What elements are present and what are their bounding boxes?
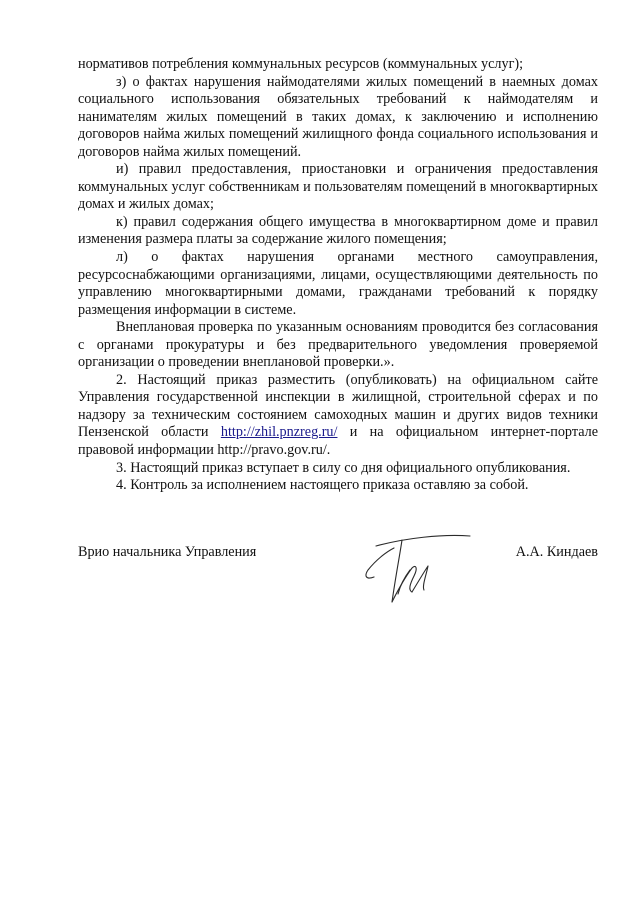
paragraph-item-z: з) о фактах нарушения наймодателями жилых помещений в наемных домах социального использования обязательных требований к наймодателям и нанимателям жилых помещений в таких домах, к заключению и исполнению договоров найма жилых помещений жилищного фонда социального использования и договоров найма жилых помещений. [78, 73, 598, 160]
paragraph-item-l: л) о фактах нарушения органами местного самоуправления, ресурсоснабжающими организациями, лицами, осуществляющими деятельность по управлению многоквартирными домами, гражданами требований к порядку размещения информации в системе. [78, 249, 598, 318]
paragraph-control: 4. Контроль за исполнением настоящего приказа оставляю за собой. [116, 477, 529, 494]
position-title: Врио начальника Управления [78, 544, 257, 560]
signer-name: А.А. Киндаев [515, 544, 598, 560]
document-body [78, 56, 598, 495]
paragraph-normatives: нормативов потребления коммунальных ресурсов (коммунальных услуг); [78, 56, 524, 72]
paragraph-item-i: и) правил предоставления, приостановки и ограничения предоставления коммунальных услуг собственникам и пользователям помещений в многоквартирных домах и жилых домах; [78, 161, 598, 213]
handwritten-signature-icon [346, 530, 476, 610]
paragraph-publish [78, 372, 598, 460]
paragraph-effective-date: 3. Настоящий приказ вступает в силу со дня официального опубликования. [116, 459, 571, 476]
publish-text-after: и на официальном интернет-портале правовой информации http://pravo.gov.ru/. [78, 424, 598, 459]
zhil-site-link[interactable]: http://zhil.pnzreg.ru/ [220, 424, 338, 441]
signature-block [78, 544, 598, 614]
publish-text-before: 2. Настоящий приказ разместить (опубликовать) на официальном сайте Управления государственной инспекции в жилищной, строительной сферах и по надзору за техническим состоянием самоходных машин и других видов техники Пензенской области [78, 371, 598, 441]
paragraph-unscheduled-inspection: Внеплановая проверка по указанным основаниям проводится без согласования с органами прокуратуры и без предварительного уведомления проверяемой организации о проведении внеплановой проверки.». [78, 319, 598, 371]
paragraph-item-k: к) правил содержания общего имущества в многоквартирном доме и правил изменения размера платы за содержание жилого помещения; [78, 213, 598, 248]
